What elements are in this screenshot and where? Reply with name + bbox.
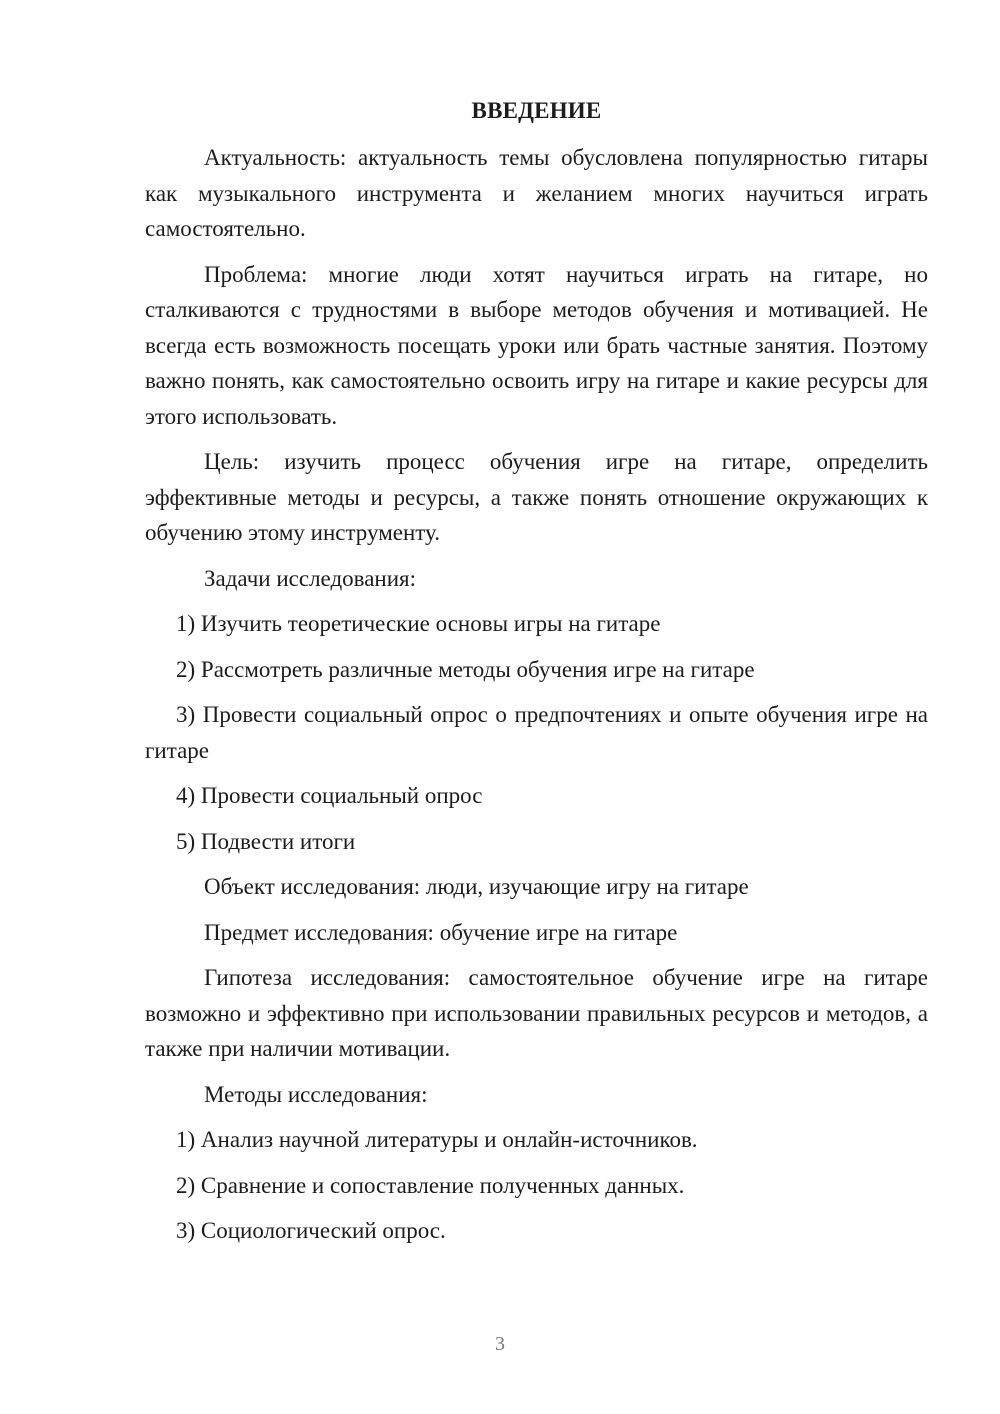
paragraph-hypothesis: Гипотеза исследования: самостоятельное обучение игре на гитаре возможно и эффективно при использовании правильных ресурсов и методов, а также при наличии мотивации. <box>145 965 928 1061</box>
paragraph-object: Объект исследования: люди, изучающие игру на гитаре <box>204 874 749 899</box>
paragraph-problem: Проблема: многие люди хотят научиться играть на гитаре, но сталкиваются с трудностями в выборе методов обучения и мотивацией. Не всегда есть возможность посещать уроки или брать частные занятия. Поэтому важно понять, как самостоятельно освоить игру на гитаре и какие ресурсы для этого использовать. <box>145 261 928 429</box>
paragraph-subject: Предмет исследования: обучение игре на гитаре <box>204 919 678 945</box>
paragraph-goal: Цель: изучить процесс обучения игре на гитаре, определить эффективные методы и ресурсы, а также понять отношение окружающих к обучению этому инструменту. <box>145 449 928 545</box>
page-number: 3 <box>495 1333 505 1355</box>
list-item: 1) Анализ научной литературы и онлайн-источников. <box>176 1127 698 1152</box>
list-item: 3) Провести социальный опрос о предпочтениях и опыте обучения игре на гитаре <box>145 702 928 763</box>
list-item: 3) Социологический опрос. <box>176 1218 446 1243</box>
paragraph-relevance: Актуальность: актуальность темы обусловлена популярностью гитары как музыкального инструмента и желанием многих научиться играть самостоятельно. <box>145 145 928 241</box>
list-item: 1) Изучить теоретические основы игры на гитаре <box>176 611 661 636</box>
list-item: 4) Провести социальный опрос <box>176 783 483 808</box>
page-title: ВВЕДЕНИЕ <box>471 98 602 123</box>
tasks-heading: Задачи исследования: <box>204 565 417 591</box>
methods-heading: Методы исследования: <box>204 1081 428 1107</box>
list-item: 5) Подвести итоги <box>176 828 356 854</box>
list-item: 2) Сравнение и сопоставление полученных данных. <box>176 1172 685 1198</box>
document-body <box>145 140 928 1259</box>
list-item: 2) Рассмотреть различные методы обучения игре на гитаре <box>176 656 755 682</box>
